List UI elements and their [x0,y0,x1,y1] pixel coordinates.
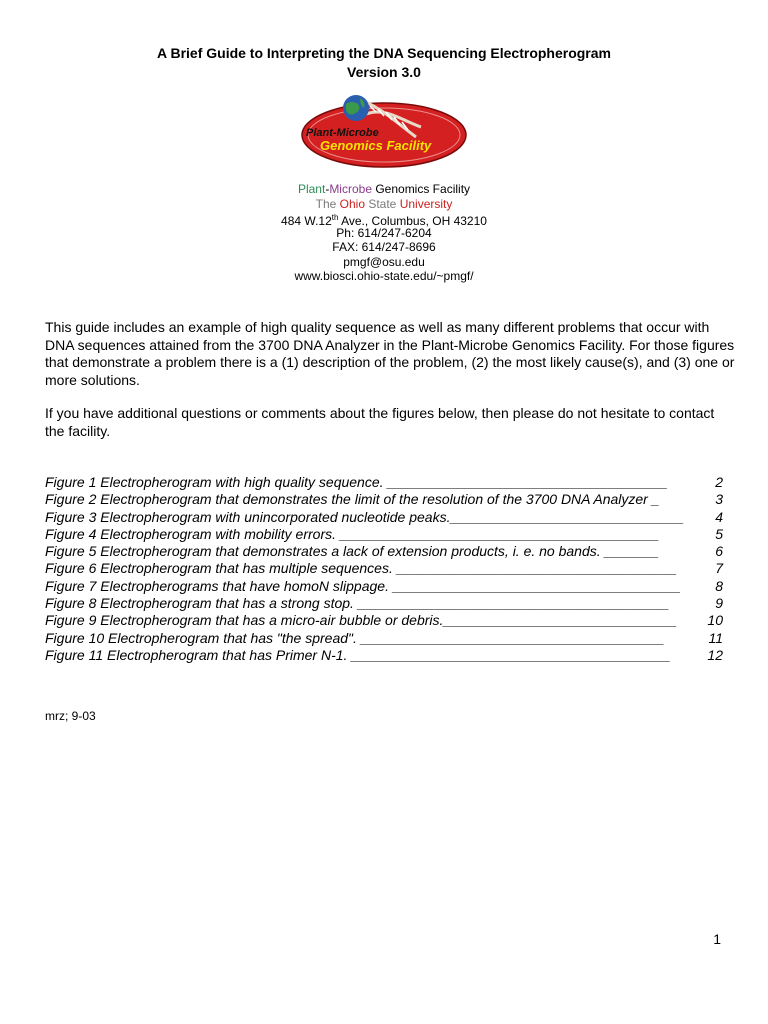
facility-name-microbe: Microbe [329,182,372,196]
document-title: A Brief Guide to Interpreting the DNA Sequencing Electropherogram [156,45,611,61]
website-url[interactable]: www.biosci.ohio-state.edu/~pmgf/ [294,269,474,283]
university-state: State [365,197,400,211]
university-word: University [399,197,453,211]
street-address-post: Ave., Columbus, OH 43210 [338,214,487,228]
street-address-pre: 484 W.12 [281,214,332,228]
toc-item-page: 7 [715,560,723,577]
toc-item-page: 4 [715,508,723,525]
document-version: Version 3.0 [347,64,421,80]
facility-name-plant: Plant [297,182,326,196]
toc-item-page: 6 [715,543,723,560]
toc-item-figure-10[interactable] [45,630,723,647]
logo-text-line1: Plant-Microbe [306,127,379,139]
toc-item-label: Figure 11 Electropherogram that has Primer N-1. _________________________________________ [45,646,671,663]
toc-item-label: Figure 10 Electropherogram that has "the spread". _______________________________________ [45,629,665,646]
author-date-note: mrz; 9-03 [45,709,96,723]
toc-item-figure-4[interactable] [45,526,723,543]
table-of-contents [45,474,723,664]
phone-number: Ph: 614/247-6204 [336,226,432,240]
toc-item-figure-3[interactable] [45,509,723,526]
university-the: The [315,197,340,211]
toc-item-figure-7[interactable] [45,578,723,595]
toc-item-label: Figure 3 Electropherogram with unincorporated nucleotide peaks.______________________________ [45,508,685,525]
toc-item-figure-1[interactable] [45,474,723,491]
facility-name-dash: - [325,182,330,196]
toc-item-figure-11[interactable] [45,647,723,664]
logo-text-line2: Genomics Facility [320,138,432,153]
toc-item-figure-5[interactable] [45,543,723,560]
university-line [0,197,768,212]
page-number: 1 [713,931,721,947]
toc-item-label: Figure 5 Electropherogram that demonstrates a lack of extension products, i. e. no bands. _______ [45,543,660,560]
email-address[interactable]: pmgf@osu.edu [343,255,425,269]
toc-item-label: Figure 7 Electropherograms that have homoN slippage. _____________________________________ [45,577,681,594]
toc-item-label: Figure 6 Electropherogram that has multiple sequences. ____________________________________ [45,560,678,577]
toc-item-page: 2 [715,474,723,490]
toc-item-page: 3 [715,491,723,508]
toc-item-page: 5 [715,525,723,542]
intro-paragraph: This guide includes an example of high quality sequence as well as many different problems that occur with DNA sequences attained from the 3700 DNA Analyzer in the Plant-Microbe Genomics Facility. For those figures that demonstrate a problem there is a (1) description of the problem, (2) the most likely cause(s), and (3) one or more solutions. [45,319,735,388]
toc-item-page: 8 [715,577,723,594]
toc-item-page: 9 [715,595,723,612]
university-ohio: Ohio [339,197,365,211]
fax-number: FAX: 614/247-8696 [332,240,436,254]
facility-name-line [0,182,768,197]
toc-item-page: 12 [707,646,723,663]
facility-logo [296,92,472,172]
toc-item-figure-2[interactable] [45,491,723,508]
toc-item-label: Figure 1 Electropherogram with high quality sequence. ____________________________________ [45,474,668,490]
contact-paragraph: If you have additional questions or comments about the figures below, then please do not hesitate to contact the facility. [45,405,715,439]
facility-name-rest: Genomics Facility [372,182,471,196]
toc-item-page: 11 [708,629,723,646]
toc-item-figure-8[interactable] [45,595,723,612]
toc-item-label: Figure 8 Electropherogram that has a strong stop. ________________________________________ [45,595,670,612]
toc-item-figure-9[interactable] [45,612,723,629]
toc-item-label: Figure 9 Electropherogram that has a micro-air bubble or debris.______________________________ [45,612,677,629]
toc-item-label: Figure 4 Electropherogram with mobility errors. _________________________________________ [45,525,660,542]
street-address-sup: th [331,213,339,222]
toc-item-figure-6[interactable] [45,560,723,577]
toc-item-page: 10 [707,612,723,629]
toc-item-label: Figure 2 Electropherogram that demonstrates the limit of the resolution of the 3700 DNA Analyzer _ [45,491,660,508]
